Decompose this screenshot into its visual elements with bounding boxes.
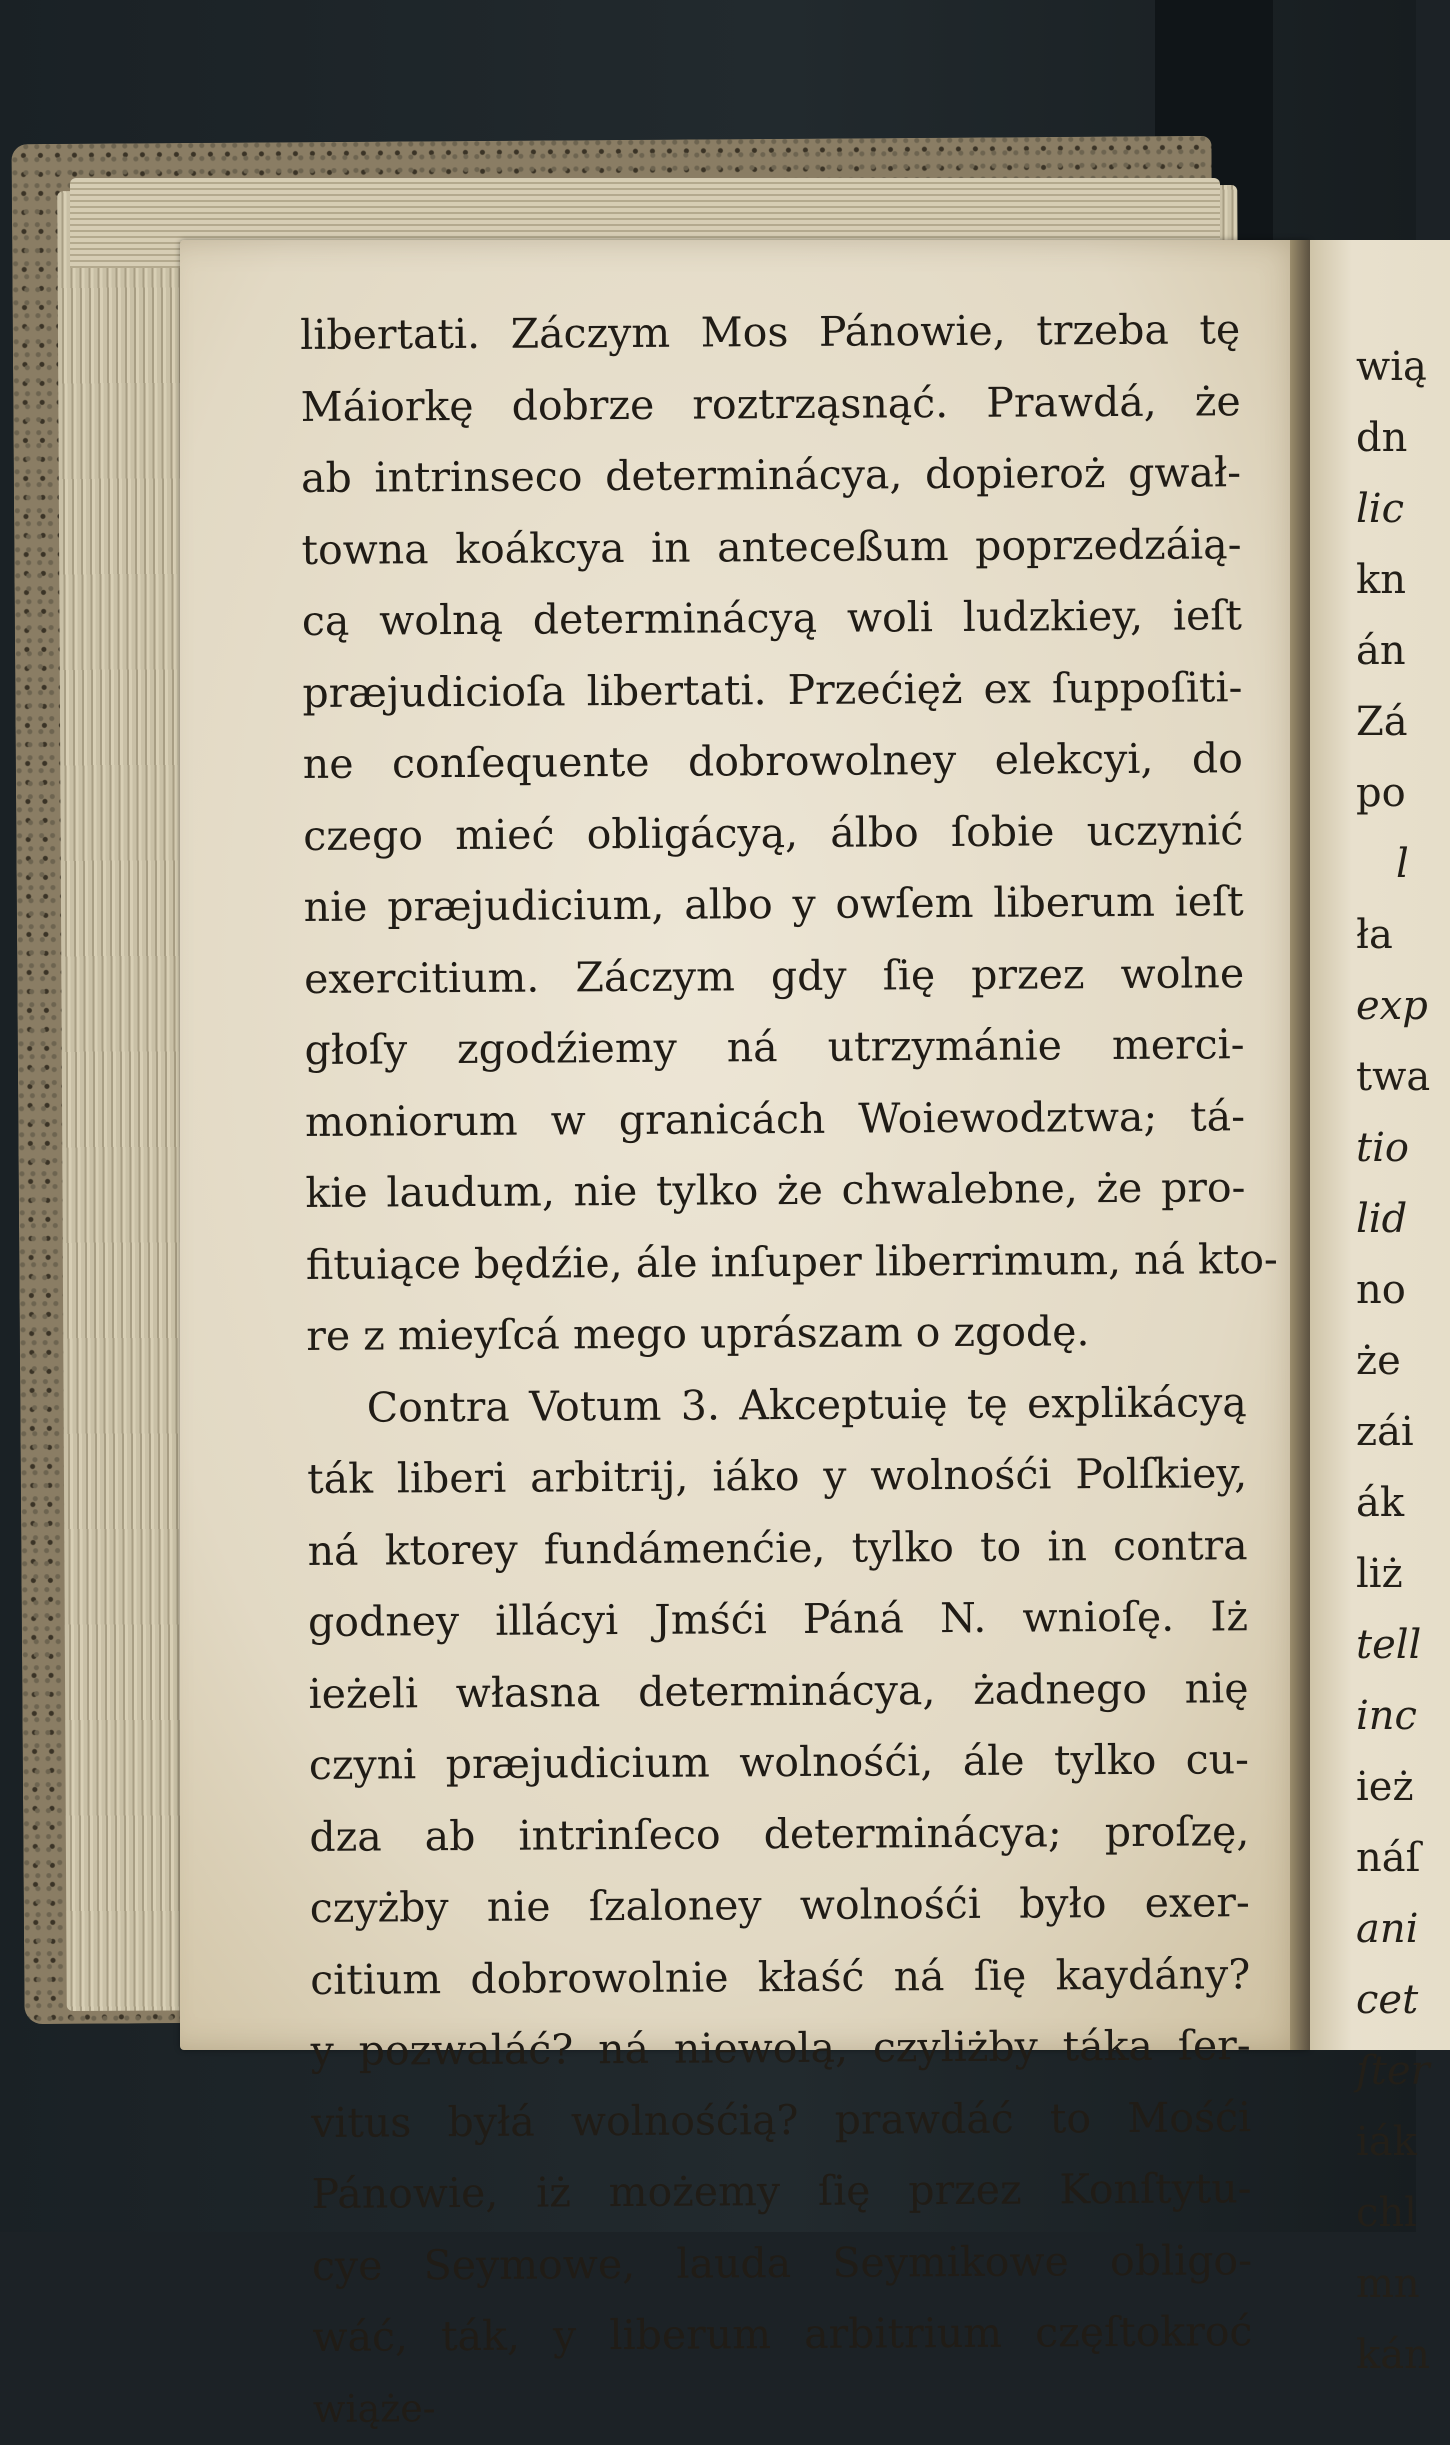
text-line: cye Seymowe, lauda Seymikowe obligo- xyxy=(311,2235,1253,2290)
text-line: dza ab intrinſeco determinácya; proſzę, xyxy=(309,1806,1250,1861)
text-line: y pozwaláć? ná niewolą, czyliżby táka ſer- xyxy=(310,2021,1251,2075)
text-line: Contra Votum 3. Akceptuię tę explikácyą xyxy=(366,1377,1247,1432)
facing-line: mn xyxy=(1356,2261,1420,2307)
facing-line: án xyxy=(1356,628,1406,674)
facing-line: kán xyxy=(1356,2332,1430,2378)
facing-line: inc xyxy=(1356,1693,1417,1739)
text-line: czyni præjudicium wolnośći, ále tylko cu- xyxy=(308,1735,1250,1789)
facing-line: ież xyxy=(1356,1764,1414,1810)
text-line: exercitium. Záczym gdy ſię przez wolne xyxy=(303,948,1245,1003)
facing-line: po xyxy=(1356,770,1406,816)
facing-line: że xyxy=(1356,1338,1401,1384)
facing-line: tell xyxy=(1356,1622,1422,1668)
facing-line: dn xyxy=(1356,415,1408,461)
facing-line: l xyxy=(1396,841,1409,887)
facing-line: ák xyxy=(1356,1480,1405,1526)
text-line: præjudicioſa libertati. Przećięż ex ſuppoſiti- xyxy=(302,662,1243,717)
text-line: citium dobrowolnie kłaść ná ſię kaydány? xyxy=(310,1949,1251,2004)
text-line: cą wolną determinácyą woli ludzkiey, ieſt xyxy=(301,591,1243,645)
facing-line: wią xyxy=(1356,344,1427,390)
facing-line: chl xyxy=(1356,2190,1417,2236)
facing-page xyxy=(1310,240,1450,2378)
text-line: re z mieyſcá mego uprászam o zgodę. xyxy=(306,1307,1090,1360)
facing-line: lic xyxy=(1356,486,1404,532)
text-line: Pánowie, iż możemy ſię przez Konſtytu- xyxy=(311,2164,1252,2218)
text-line: ták liberi arbitrij, iáko y wolnośći Polſkiey, xyxy=(307,1449,1248,1503)
facing-line: ła xyxy=(1356,912,1393,958)
facing-line: kn xyxy=(1356,557,1406,603)
text-line: nie præjudicium, albo y owſem liberum ieſt xyxy=(303,877,1244,931)
facing-line: iák xyxy=(1356,2119,1417,2165)
text-line: wáć, ták, y liberum arbitrium częſtokroć xyxy=(312,2307,1253,2361)
text-line: towna koákcya in anteceßum poprzedzáią- xyxy=(301,519,1242,574)
text-line: głoſy zgodźiemy ná utrzymánie merci- xyxy=(304,1020,1245,1074)
text-line: libertati. Záczym Mos Pánowie, trzeba tę xyxy=(300,305,1241,359)
facing-line: náſ xyxy=(1356,1835,1421,1881)
text-line: fituiące będźie, ále inſuper liberrimum, ná kto- xyxy=(305,1234,1278,1289)
facing-line: zái xyxy=(1356,1409,1414,1455)
text-line: ieżeli własna determinácya, żadnego nię xyxy=(308,1663,1249,1718)
facing-line: liż xyxy=(1356,1551,1403,1597)
facing-line: twa xyxy=(1356,1054,1431,1100)
facing-line: tio xyxy=(1356,1125,1409,1171)
facing-line: no xyxy=(1356,1267,1406,1313)
text-line: godney illácyi Jmśći Páná N. wnioſę. Iż xyxy=(307,1592,1249,1646)
text-line: moniorum w granicách Woiewodztwa; tá- xyxy=(304,1091,1246,1146)
text-line: czego mieć obligácyą, álbo ſobie uczynić xyxy=(303,805,1244,860)
text-line: ab intrinseco determinácya, dopieroż gwał- xyxy=(300,448,1242,502)
page-text xyxy=(300,294,1278,2445)
facing-line: lid xyxy=(1356,1196,1408,1242)
facing-page-text xyxy=(1356,332,1430,2391)
text-line: vitus byłá wolnośćią? prawdáć to Mośći xyxy=(310,2092,1252,2147)
text-line: Máiorkę dobrze roztrząsnąć. Prawdá, że xyxy=(300,376,1241,431)
facing-line: exp xyxy=(1356,983,1428,1029)
catchword: wiąże- xyxy=(312,2385,436,2431)
facing-line: ſter xyxy=(1356,2048,1430,2094)
facing-line: ani xyxy=(1356,1906,1419,1952)
text-line: czyżby nie ſzaloney wolnośći było exer- xyxy=(309,1878,1250,1932)
text-line: ná ktorey fundámenćie, tylko to in contra xyxy=(307,1520,1248,1575)
text-line: ne conſequente dobrowolney elekcyi, do xyxy=(302,734,1243,788)
facing-line: cet xyxy=(1356,1977,1419,2023)
text-line: kie laudum, nie tylko że chwalebne, że pro- xyxy=(305,1163,1246,1217)
facing-line: Zá xyxy=(1356,699,1408,745)
